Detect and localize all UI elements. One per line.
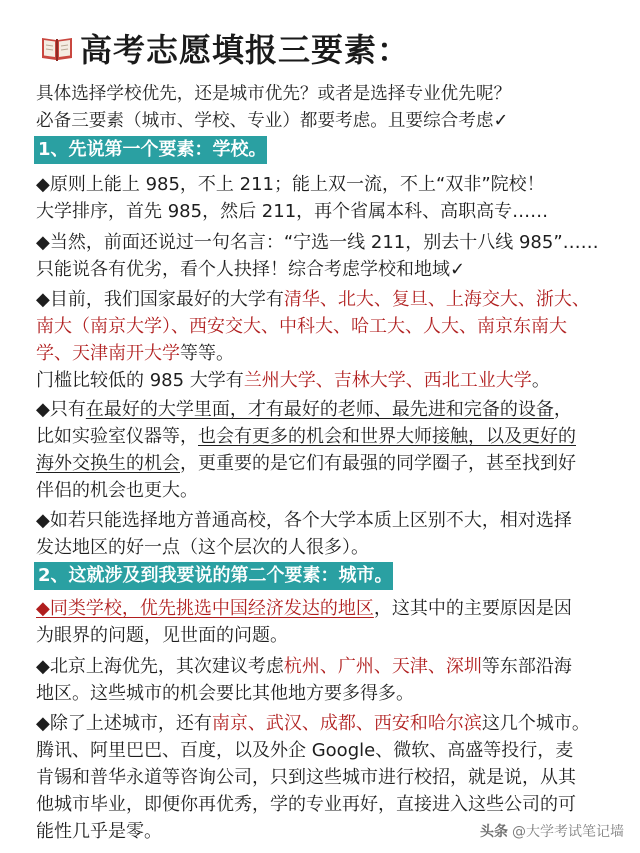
coastal-text: 等东部沿海 <box>481 656 572 677</box>
school-line-12: 伴侣的机会也更大。 <box>36 480 198 501</box>
watermark <box>480 821 624 841</box>
school-line-8 <box>36 366 550 392</box>
period: 。 <box>531 370 550 391</box>
title-row <box>40 26 410 70</box>
school-line-1: ◆原则上能上 985，不上 211；能上双一流，不上“双非”院校！ <box>36 174 545 195</box>
intro-line-1: 具体选择学校优先，还是城市优先？或者是选择专业优先呢？ <box>36 84 512 104</box>
beijing-shanghai-text: ◆北京上海优先，其次建议考虑 <box>36 656 284 677</box>
city-line-5 <box>36 709 590 735</box>
page-title: 高考志愿填报三要素： <box>80 31 411 69</box>
only-text: ◆只有 <box>36 399 86 420</box>
top-universities-list: 清华、北大、复旦、上海交大、浙大、 <box>283 289 590 310</box>
top-universities-list-cont: 南大（南京大学）、西安交大、中科大、哈工大、人大、南京东南大 <box>36 316 567 337</box>
classmates-text: ，更重要的是它们有最强的同学圈子，甚至找到好 <box>180 453 576 474</box>
city-line-1 <box>36 594 572 620</box>
etc-text: 等等。 <box>180 343 234 364</box>
other-cities-intro: ◆除了上述城市，还有 <box>36 713 212 734</box>
school-line-6 <box>36 312 567 338</box>
school-line-7 <box>36 339 234 365</box>
school-line-2: 大学排序，首先 985，然后 211，再个省属本科、高职高专…… <box>36 201 549 222</box>
watermark-handle: @大学考试笔记墙 <box>512 824 624 840</box>
lab-equipment-text: 比如实验室仪器等， <box>36 426 198 447</box>
school-line-4: 只能说各有优劣，看个人抉择！综合考虑学校和地域✓ <box>36 259 466 280</box>
reason-text: ，这其中的主要原因是因 <box>373 598 572 619</box>
city-line-8: 他城市毕业，即便你再优秀，学的专业再好，直接进入这些公司的可 <box>36 794 576 815</box>
lower-985-list: 兰州大学、吉林大学、西北工业大学 <box>243 370 532 391</box>
watermark-brand: 头条 <box>480 824 508 840</box>
school-line-10 <box>36 422 576 448</box>
school-line-9 <box>36 395 572 421</box>
section-heading-city: 2、这就涉及到我要说的第二个要素：城市。 <box>34 562 393 590</box>
recommended-cities: 杭州、广州、天津、深圳 <box>283 656 482 677</box>
top-universities-intro: ◆目前，我们国家最好的大学有 <box>36 289 284 310</box>
intro-line-2: 必备三要素（城市、学校、专业）都要考虑。且要综合考虑✓ <box>36 111 509 131</box>
city-line-4: 地区。这些城市的机会要比其他地方要多得多。 <box>36 683 414 704</box>
city-line-9: 能性几乎是零。 <box>36 821 162 842</box>
cities-suffix: 这几个城市。 <box>481 713 590 734</box>
school-line-5 <box>36 285 590 311</box>
school-line-11 <box>36 449 576 475</box>
masters-contact-underlined: 也会有更多的机会和世界大师接触，以及更好的 <box>198 426 576 447</box>
developed-region-underlined: ◆同类学校，优先挑选中国经济发达的地区 <box>36 598 374 619</box>
city-line-6: 腾讯、阿里巴巴、百度，以及外企 Google、微软、高盛等投行，麦 <box>36 740 574 761</box>
other-cities-list: 南京、武汉、成都、西安和哈尔滨 <box>211 713 482 734</box>
open-book-icon <box>40 34 74 62</box>
city-line-7: 肯锡和普华永道等咨询公司，只到这些城市进行校招，就是说，从其 <box>36 767 576 788</box>
exchange-underlined: 海外交换生的机会 <box>36 453 180 474</box>
school-line-3: ◆当然，前面还说过一句名言：“宁选一线 211，别去十八线 985”…… <box>36 232 599 253</box>
section-heading-school: 1、先说第一个要素：学校。 <box>34 136 267 164</box>
comma: ， <box>553 399 572 420</box>
city-line-2: 为眼界的问题，见世面的问题。 <box>36 625 288 646</box>
city-line-3 <box>36 652 572 678</box>
top-universities-list-end: 学、天津南开大学 <box>36 343 180 364</box>
school-line-14: 发达地区的好一点（这个层次的人很多）。 <box>36 537 369 558</box>
school-line-13: ◆如若只能选择地方普通高校，各个大学本质上区别不大，相对选择 <box>36 510 572 531</box>
lower-985-intro: 门槛比较低的 985 大学有 <box>36 370 244 391</box>
best-resources-underlined: 在最好的大学里面，才有最好的老师、最先进和完备的设备 <box>85 399 554 420</box>
